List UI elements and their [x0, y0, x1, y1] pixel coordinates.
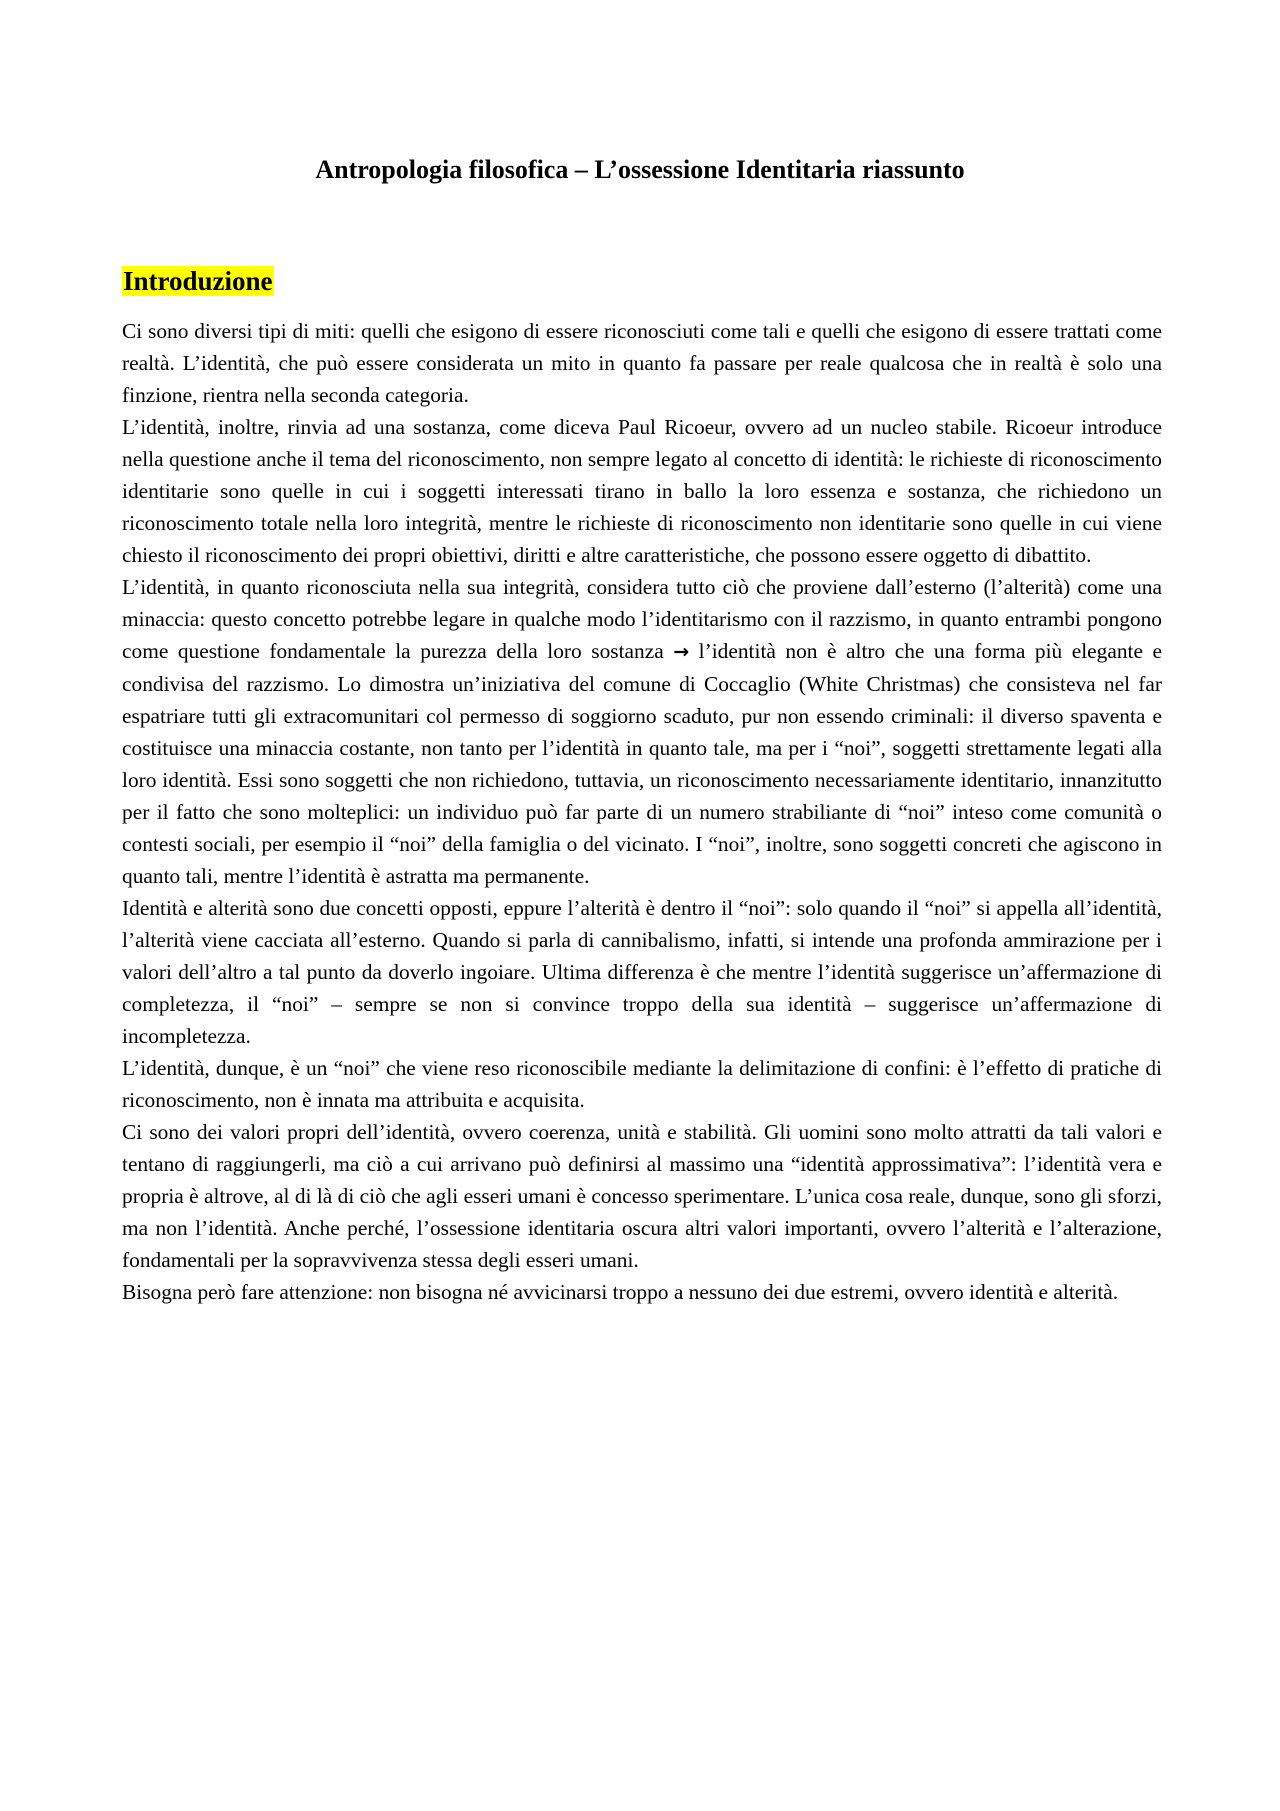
body-text — [122, 315, 1162, 1308]
section-heading-highlight: Introduzione — [123, 266, 273, 296]
paragraph: Ci sono diversi tipi di miti: quelli che esigono di essere riconosciuti come tali e quelli che esigono di essere trattati come realtà. L’identità, che può essere considerata un mito in quanto fa passare per reale qualcosa che in realtà è solo una finzione, rientra nella seconda categoria. — [122, 319, 1162, 407]
document-title: Antropologia filosofica – L’ossessione Identitaria riassunto — [315, 155, 965, 184]
paragraph: Ci sono dei valori propri dell’identità, ovvero coerenza, unità e stabilità. Gli uomini sono molto attratti da tali valori e tentano di raggiungerli, ma ciò a cui arrivano può definirsi al massimo una “identità approssimativa”: l’identità vera e propria è altrove, al di là di ciò che agli esseri umani è concesso sperimentare. L’unica cosa reale, dunque, sono gli sforzi, ma non l’identità. Anche perché, l’ossessione identitaria oscura altri valori importanti, ovvero l’alterità e l’alterazione, fondamentali per la sopravvivenza stessa degli esseri umani. — [122, 1120, 1162, 1272]
paragraph — [122, 571, 1162, 892]
section-heading — [122, 264, 274, 298]
paragraph: L’identità, inoltre, rinvia ad una sostanza, come diceva Paul Ricoeur, ovvero ad un nucleo stabile. Ricoeur introduce nella questione anche il tema del riconoscimento, non sempre legato al concetto di identità: le richieste di riconoscimento identitarie sono quelle in cui i soggetti interessati tirano in ballo la loro essenza e sostanza, che richiedono un riconoscimento totale nella loro integrità, mentre le richieste di riconoscimento non identitarie sono quelle in cui viene chiesto il riconoscimento dei propri obiettivi, diritti e altre caratteristiche, che possono essere oggetto di dibattito. — [122, 415, 1162, 567]
paragraph-text: L’identità, in quanto riconosciuta nella sua integrità, considera tutto ciò che proviene dall’esterno (l’alterità) come una minaccia: questo concetto potrebbe legare in qualche modo l’identitarismo con il razzismo, in quanto entrambi pongono come questione fondamentale la purezza della loro sostanza — [122, 575, 1162, 663]
paragraph: L’identità, dunque, è un “noi” che viene reso riconoscibile mediante la delimitazione di confini: è l’effetto di pratiche di riconoscimento, non è innata ma attribuita e acquisita. — [122, 1056, 1162, 1112]
paragraph-text: l’identità non è altro che una forma più elegante e condivisa del razzismo. Lo dimostra un’iniziativa del comune di Coccaglio (White Christmas) che consisteva nel far espatriare tutti gli extracomunitari col permesso di soggiorno scaduto, pur non essendo criminali: il diverso spaventa e costituisce una minaccia costante, non tanto per l’identità in quanto tale, ma per i “noi”, soggetti strettamente legati alla loro identità. Essi sono soggetti che non richiedono, tuttavia, un riconoscimento necessariamente identitario, innanzitutto per il fatto che sono molteplici: un individuo può far parte di un numero strabiliante di “noi” inteso come comunità o contesti sociali, per esempio il “noi” della famiglia o del vicinato. I “noi”, inoltre, sono soggetti concreti che agiscono in quanto tali, mentre l’identità è astratta ma permanente. — [122, 639, 1162, 888]
right-arrow-icon: → — [673, 641, 690, 663]
paragraph: Bisogna però fare attenzione: non bisogna né avvicinarsi troppo a nessuno dei due estremi, ovvero identità e alterità. — [122, 1280, 1119, 1304]
paragraph: Identità e alterità sono due concetti opposti, eppure l’alterità è dentro il “noi”: solo quando il “noi” si appella all’identità, l’alterità viene cacciata all’esterno. Quando si parla di cannibalismo, infatti, si intende una profonda ammirazione per i valori dell’altro a tal punto da doverlo ingoiare. Ultima differenza è che mentre l’identità suggerisce un’affermazione di completezza, il “noi” – sempre se non si convince troppo della sua identità – suggerisce un’affermazione di incompletezza. — [122, 896, 1162, 1048]
